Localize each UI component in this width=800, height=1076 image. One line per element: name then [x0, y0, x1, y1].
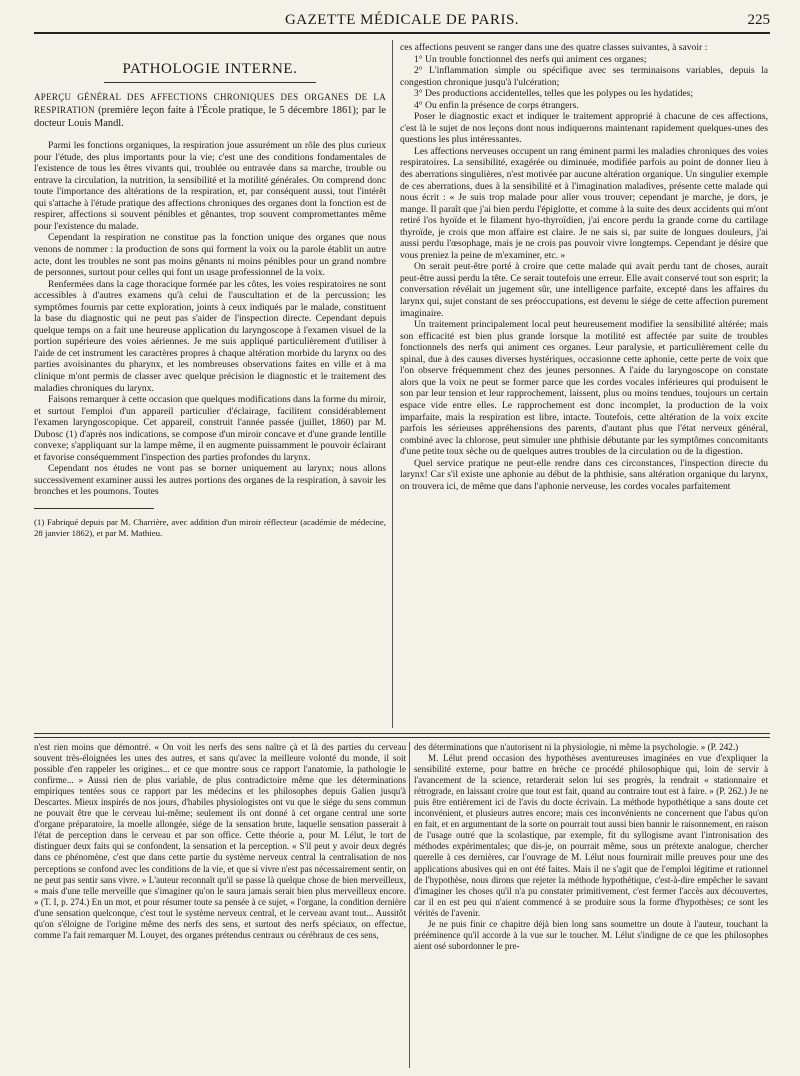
list-item: 3° Des productions accidentelles, telles que les polypes ou les hydatides;: [414, 88, 694, 100]
column-divider: [392, 40, 393, 728]
paragraph: des déterminations que n'autorisent ni la physiologie, ni même la psychologie. » (P. 242.): [414, 742, 739, 752]
journal-title: GAZETTE MÉDICALE DE PARIS.: [284, 12, 520, 28]
paragraph: ces affections peuvent se ranger dans une des quatre classes suivantes, à savoir :: [400, 42, 708, 53]
bottom-left-column: [34, 742, 406, 941]
lead-title: APERÇU GÉNÉRAL DES AFFECTIONS CHRONIQUES DES ORGANES DE LA RESPIRATION: [34, 91, 386, 116]
paragraph: Les affections nerveuses occupent un rang éminent parmi les maladies chroniques des voies respiratoires. La sensibilité, exagérée ou diminuée, modifiée parfois au point de donner lieu à des aberrations singulières, n'est motivée par aucune altération organique. Un singulier exemple de ces aberrations, dues à la sensibilité et à l'imagination maladives, présente cette malade qui nous écrit : « Je suis trop malade pour aller vous trouver; cependant je marche, je dors, je mange. Il paraît que j'ai bien perdu l'épiglotte, et comme à la suite des deux accidents qui m'ont retiré l'os hyoïde et le filament hyo-thyroïdien, j'ai encore perdu la grande corne du cartilage thyroïde, je crois que mon affaire est claire. Je ne sais si, par suite de longues douleurs, j'ai aussi perdu l'œsophage, mais je ne crois pas pouvoir vivre longtemps. Cependant je désire que vous preniez la peine de m'examiner, etc. »: [400, 145, 768, 261]
paragraph: Un traitement principalement local peut heureusement modifier la sensibilité altérée; mais son efficacité est bien plus grande lorsque la motilité est affectée par suite de troubles fonctionnels des nerfs qui animent ces organes. Leur paralysie, et particulièrement celle du spinal, due à des causes diverses hystériques, occasionne cette aphonie, cette perte de voix que l'on observe fréquemment chez des jeunes personnes. A l'aide du laryngoscope on constate alors que la voix ne peut se former parce que les cordes vocales inférieures qui produisent le son par leur tension et leur rapprochement, laissent, plus ou moins tendues, toujours un certain espace vide entre elles. Le rapprochement est donc incomplet, la production de la voix imparfaite, mais la respiration est libre, intacte. Toutefois, cette altération de la voix excite parfois les sérieuses appréhensions des parents, d'autant plus que l'état nerveux général, combiné avec la chlorose, peut simuler une phthisie débutante par les symptômes concomitants d'une petite toux sèche ou de quelques autres troubles de la circulation ou de la digestion.: [400, 319, 768, 458]
article-lead: [34, 91, 386, 131]
paragraph: Cependant la respiration ne constitue pas la fonction unique des organes que nous venons de nommer : la production de sons qui forment la voix ou la parole établit un autre acte, dont les troubles ne sont pas moins gênants ni moins pénibles pour un grand nombre de personnes, surtout pour celles qui font un usage professionnel de la voix.: [34, 232, 386, 279]
list-item: 2° L'inflammation simple ou spécifique avec ses terminaisons variables, depuis la congestion chronique jusqu'à l'ulcération;: [400, 65, 768, 88]
paragraph: On serait peut-être porté à croire que cette malade qui avait perdu tant de choses, aurait peut-être aussi perdu la tête. Ce serait toutefois une erreur. Elle avait conservé tout son esprit; la conversation révélait un jugement sûr, une intelligence parfaite, excepté dans les affaires du larynx qui, sujet constant de ses préoccupations, est devenu le siége de cette affection purement imaginaire.: [400, 261, 768, 319]
paragraph: Poser le diagnostic exact et indiquer le traitement approprié à chacune de ces affections, c'est là le sujet de nos leçons dont nous indiquerons maintenant rapidement quelques-unes des questions les plus intéressantes.: [400, 111, 768, 146]
bottom-column-divider: [409, 742, 410, 1068]
paragraph: Renfermées dans la cage thoracique formée par les côtes, les voies respiratoires ne sont accessibles à d'autres examens qu'à celui de l'auscultation et de la percussion; les symptômes fournis par cette exploration, joints à ceux indiqués par le malade, constituent la base du diagnostic qui ne peut pas s'aider de l'inspection directe. Cependant depuis quelque temps on a fait une heureuse application du laryngoscope à l'examen visuel de la portion supérieure des voies aériennes. Je me suis appliqué particulièrement d'utiliser à l'aide de cet instrument les caractères propres à chaque altération morbide du larynx ou des parties avoisinantes du pharynx, et les nombreuses observations faites en ville et à ma clinique m'ont permis de classer avec quelque précision le diagnostic et le traitement des maladies chroniques du larynx.: [34, 278, 386, 394]
paragraph: Quel service pratique ne peut-elle rendre dans ces circonstances, l'inspection directe du larynx! Car s'il existe une aphonie au début de la phthisie, sans altération organique du larynx, on trouvera ici, de même que dans l'aphonie nerveuse, les cordes vocales parfaitement: [400, 457, 768, 492]
paragraph: Parmi les fonctions organiques, la respiration joue assurément un rôle des plus curieux pour l'étude, des plus importants pour la vie; c'est une des conditions fondamentales de l'existence de tous les êtres vivants qui, troublée ou entravée dans sa marche, trouble ou entrave la circulation, la nutrition, la sensibilité et la motilité générales. On comprend donc toute l'importance des altérations de la respiration, et, par conséquent aussi, tout l'intérêt qui s'attache à l'étude pratique des affections chroniques des organes dont la fonction est de respirer, affections si souvent pénibles et gênantes, trop souvent compromettantes même pour l'existence du malade.: [34, 140, 386, 232]
page-header: [34, 12, 770, 34]
section-title: PATHOLOGIE INTERNE.: [104, 64, 316, 83]
section-separator-top: [34, 733, 770, 734]
paragraph: Faisons remarquer à cette occasion que quelques modifications dans la forme du miroir, et surtout l'emploi d'un appareil particulier d'éclairage, facilitent considérablement l'examen laryngoscopique. Cet appareil, construit l'année passée (juillet, 1860) par M. Dubosc (1) d'après nos indications, se compose d'un miroir concave et d'une grande lentille convexe; s'appliquant sur la lampe même, il en augmente puissamment le pouvoir éclairant et favorise conséquemment l'inspection des parties profondes du larynx.: [34, 394, 386, 463]
list-item: 1° Un trouble fonctionnel des nerfs qui animent ces organes;: [414, 53, 647, 65]
bottom-right-column: [414, 742, 768, 952]
lead-subtitle: (première leçon faite à l'École pratique, le 5 décembre 1861); par le docteur Louis Mandl.: [34, 105, 386, 129]
paragraph: M. Lélut prend occasion des hypothèses aventureuses imaginées en vue d'expliquer la sensibilité externe, pour battre en brèche ce procédé philosophique qui, loin de servir à l'avancement de la science, retarderait selon lui ses progrès, la rendrait « stationnaire et rétrograde, en laissant croire que tout est fait, quand au contraire tout est à faire. » (P. 262.) Je ne puis être entièrement ici de l'avis du docte écrivain. La méthode hypothétique a sans doute cet inconvénient, et plusieurs autres encore; mais ces inconvénients ne concernent que l'abus qu'on en fait, et en argumentant de la sorte on pourrait tout aussi bien bannir le raisonnement, en raison de l'usage outré que la scolastique, par exemple, fit du syllogisme avant l'intronisation des méthodes expérimentales; que dis-je, on pourrait même, sous un prétexte analogue, chercher querelle à ces dernières, car l'ouvrage de M. Lélut nous fournirait mille preuves pour une des applications abusives qui en ont été faites. Mais il ne s'agit que de l'emploi légitime et rationnel de l'hypothèse, nous dirons que rejeter la méthode hypothétique, c'est-à-dire empêcher le savant d'imaginer les choses qu'il n'a pu constater primitivement, c'est fermer l'accès aux découvertes, car il en est peu qui n'aient commencé à se produire sous la forme d'hypothèses; ce sont les vérités de l'avenir.: [414, 753, 768, 918]
right-column: [400, 42, 768, 492]
section-separator-bottom: [34, 737, 770, 738]
footnote: (1) Fabriqué depuis par M. Charrière, avec addition d'un miroir réflecteur (académie de médecine, 28 janvier 1862), et par M. Mathieu.: [34, 517, 386, 538]
paragraph: Cependant nos études ne vont pas se borner uniquement au larynx; nous allons successivement examiner aussi les autres portions des organes de la respiration, à savoir les bronches et les poumons. Toutes: [34, 463, 386, 498]
list-item: 4° Ou enfin la présence de corps étrangers.: [414, 99, 579, 111]
left-column: [34, 42, 386, 538]
footnote-rule: [34, 508, 154, 509]
paragraph: Je ne puis finir ce chapitre déjà bien long sans soumettre un doute à l'auteur, touchant la prééminence qu'il accorde à la vue sur le toucher. M. Lélut s'indigne de ce que les philosophes aient osé subordonner le pre-: [414, 918, 768, 951]
paragraph: n'est rien moins que démontré. « On voit les nerfs des sens naître çà et là des parties du cerveau souvent très-éloignées les unes des autres, et sans qu'avec la meilleure volonté du monde, il soit possible d'en rappeler les origines... et ce que montre sous ce rapport l'anatomie, la pathologie le confirme... » Aussi rien de plus variable, de plus contradictoire même que les déterminations empiriques tentées sous ce rapport par les médecins et les philosophes depuis Galien jusqu'à Descartes. Mieux inspirés de nos jours, d'habiles physiologistes ont vu que le siége du sens commun ne pouvait être que le cerveau lui-même; seulement ils ont donné à cet organe central une sorte d'organe préparatoire, la moelle allongée, siége de la sensation brute, laquelle sensation passerait à l'état de perception dans le cerveau et par son office. Cette théorie a, pour M. Lélut, le tort de distinguer deux faits qui se confondent, la sensation et la perception. « S'il peut y avoir deux degrés dans ce phénomène, c'est que dans cette partie du système nerveux central la centralisation de nos perceptions se confond avec les conditions de la vie, et que si vivre n'est pas nécessairement sentir, on ne peut pas sentir sans vivre. » L'auteur reconnaît qu'il se passe là quelque chose de bien merveilleux, « mais d'une telle merveille que s'imaginer qu'on le saura jamais serait bien plus merveilleux encore. » (T. I, p. 274.) En un mot, et pour résumer toute sa pensée à ce sujet, « l'organe, la condition dernière d'une sensation quelconque, c'est tout le système nerveux central, et le cerveau avant tout... Aussitôt qu'on s'éloigne de l'origine même des nerfs des sens, et surtout des nerfs spéciaux, on effectue, comme l'a fait remarquer M. Louyet, des organes prétendus centraux ou cérébraux de ces sens,: [34, 742, 406, 940]
page-number: 225: [747, 12, 770, 28]
